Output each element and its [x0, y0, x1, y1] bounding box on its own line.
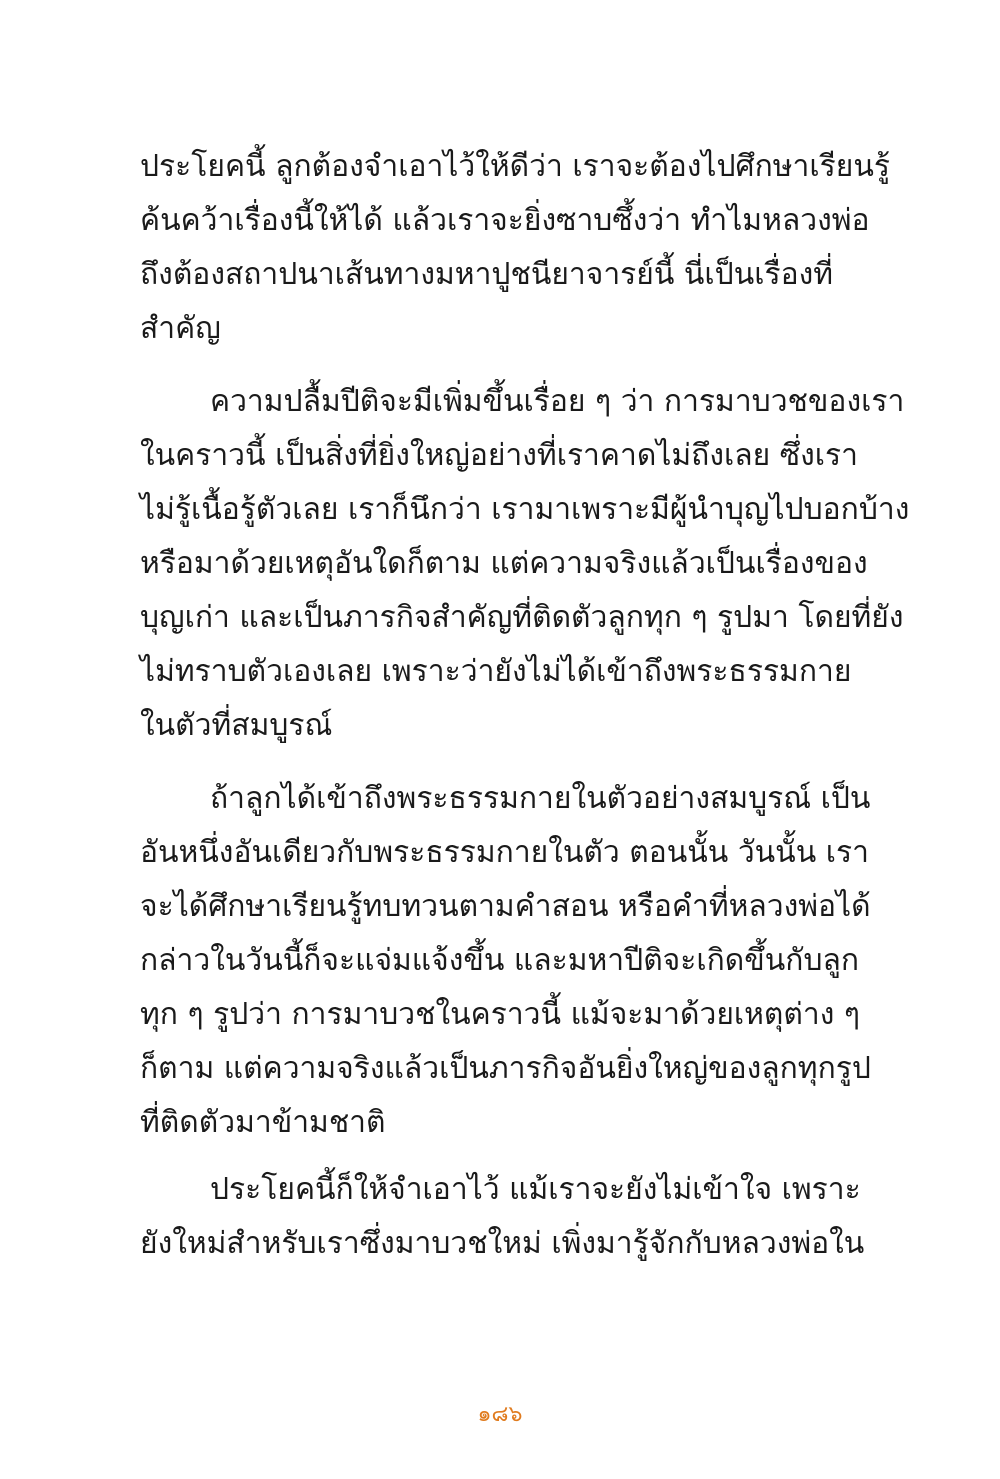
p2-line-4: หรือมาด้วยเหตุอันใดก็ตาม แต่ความจริงแล้วเป็นเรื่องของ: [140, 546, 868, 581]
p3-line-5: ทุก ๆ รูปว่า การมาบวชในคราวนี้ แม้จะมาด้วยเหตุต่าง ๆ: [140, 997, 861, 1032]
p1-line-3: ถึงต้องสถาปนาเส้นทางมหาปูชนียาจารย์นี้ นี่เป็นเรื่องที่: [140, 257, 834, 292]
p4-line-2: ยังใหม่สำหรับเราซึ่งมาบวชใหม่ เพิ่งมารู้จักกับหลวงพ่อใน: [140, 1226, 865, 1261]
p3-line-4: กล่าวในวันนี้ก็จะแจ่มแจ้งขึ้น และมหาปีติจะเกิดขึ้นกับลูก: [140, 943, 860, 978]
p1-line-2: ค้นคว้าเรื่องนี้ให้ได้ แล้วเราจะยิ่งซาบซึ้งว่า ทำไมหลวงพ่อ: [140, 203, 870, 238]
p1-line-1: ประโยคนี้ ลูกต้องจำเอาไว้ให้ดีว่า เราจะต้องไปศึกษาเรียนรู้: [140, 149, 890, 184]
p4-line-1: ประโยคนี้ก็ให้จำเอาไว้ แม้เราจะยังไม่เข้าใจ เพราะ: [210, 1172, 861, 1207]
p2-line-7: ในตัวที่สมบูรณ์: [140, 708, 333, 743]
p2-line-6: ไม่ทราบตัวเองเลย เพราะว่ายังไม่ได้เข้าถึงพระธรรมกาย: [140, 654, 852, 689]
p3-line-3: จะได้ศึกษาเรียนรู้ทบทวนตามคำสอน หรือคำที่หลวงพ่อได้: [140, 889, 871, 924]
p3-line-6: ก็ตาม แต่ความจริงแล้วเป็นภารกิจอันยิ่งใหญ่ของลูกทุกรูป: [140, 1051, 871, 1086]
p3-line-1: ถ้าลูกได้เข้าถึงพระธรรมกายในตัวอย่างสมบูรณ์ เป็น: [210, 781, 871, 816]
p2-line-1: ความปลื้มปีติจะมีเพิ่มขึ้นเรื่อย ๆ ว่า การมาบวชของเรา: [210, 384, 905, 419]
p3-line-2: อันหนึ่งอันเดียวกับพระธรรมกายในตัว ตอนนั้น วันนั้น เรา: [140, 835, 869, 870]
p2-line-5: บุญเก่า และเป็นภารกิจสำคัญที่ติดตัวลูกทุก ๆ รูปมา โดยที่ยัง: [140, 600, 904, 635]
p2-line-2: ในคราวนี้ เป็นสิ่งที่ยิ่งใหญ่อย่างที่เราคาดไม่ถึงเลย ซึ่งเรา: [140, 438, 858, 473]
page-number: ๑๘๖: [477, 1402, 523, 1427]
p1-line-4: สำคัญ: [140, 311, 221, 346]
p3-line-7: ที่ติดตัวมาข้ามชาติ: [140, 1105, 386, 1140]
p2-line-3: ไม่รู้เนื้อรู้ตัวเลย เราก็นึกว่า เรามาเพราะมีผู้นำบุญไปบอกบ้าง: [140, 492, 910, 527]
